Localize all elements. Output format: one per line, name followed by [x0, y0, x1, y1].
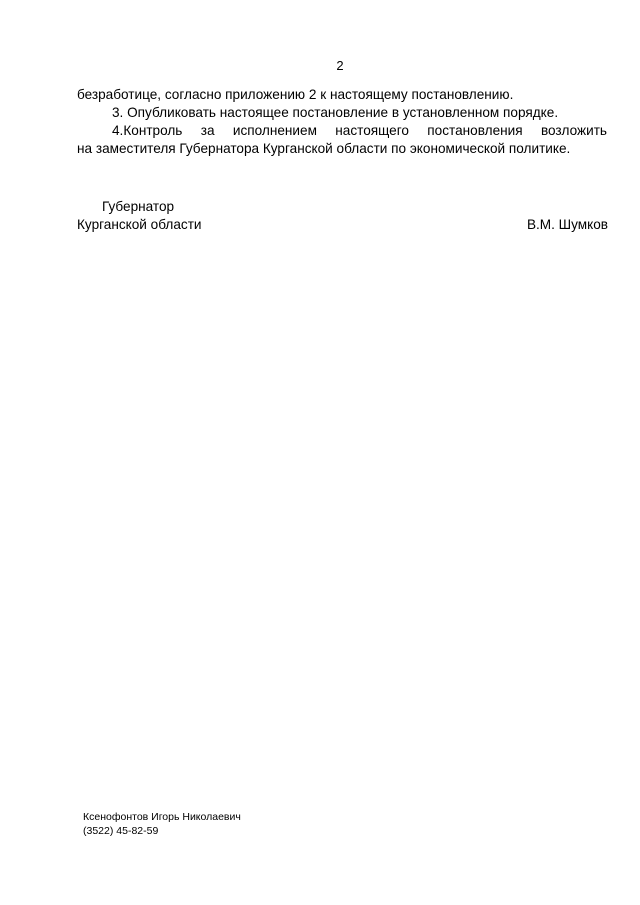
signatory-title-line2: Курганской области: [77, 217, 202, 232]
signature-block: [77, 198, 608, 234]
executor-phone: (3522) 45-82-59: [83, 825, 159, 837]
signatory-name: В.М. Шумков: [526, 217, 608, 232]
signatory-title: [77, 198, 202, 234]
paragraph-control-line1: 4.Контроль за исполнением настоящего постановления возложить: [112, 123, 607, 138]
page-number: 2: [336, 58, 344, 73]
executor-name: Ксенофонтов Игорь Николаевич: [83, 811, 241, 823]
document-body: [77, 86, 607, 158]
paragraph-publish: 3. Опубликовать настоящее постановление в установленном порядке.: [112, 105, 559, 120]
paragraph-control-line2: на заместителя Губернатора Курганской области по экономической политике.: [77, 141, 571, 156]
signatory-title-line1: Губернатор: [102, 199, 175, 214]
executor-footer: [83, 810, 241, 838]
paragraph-continuation: безработице, согласно приложению 2 к настоящему постановлению.: [77, 87, 514, 102]
